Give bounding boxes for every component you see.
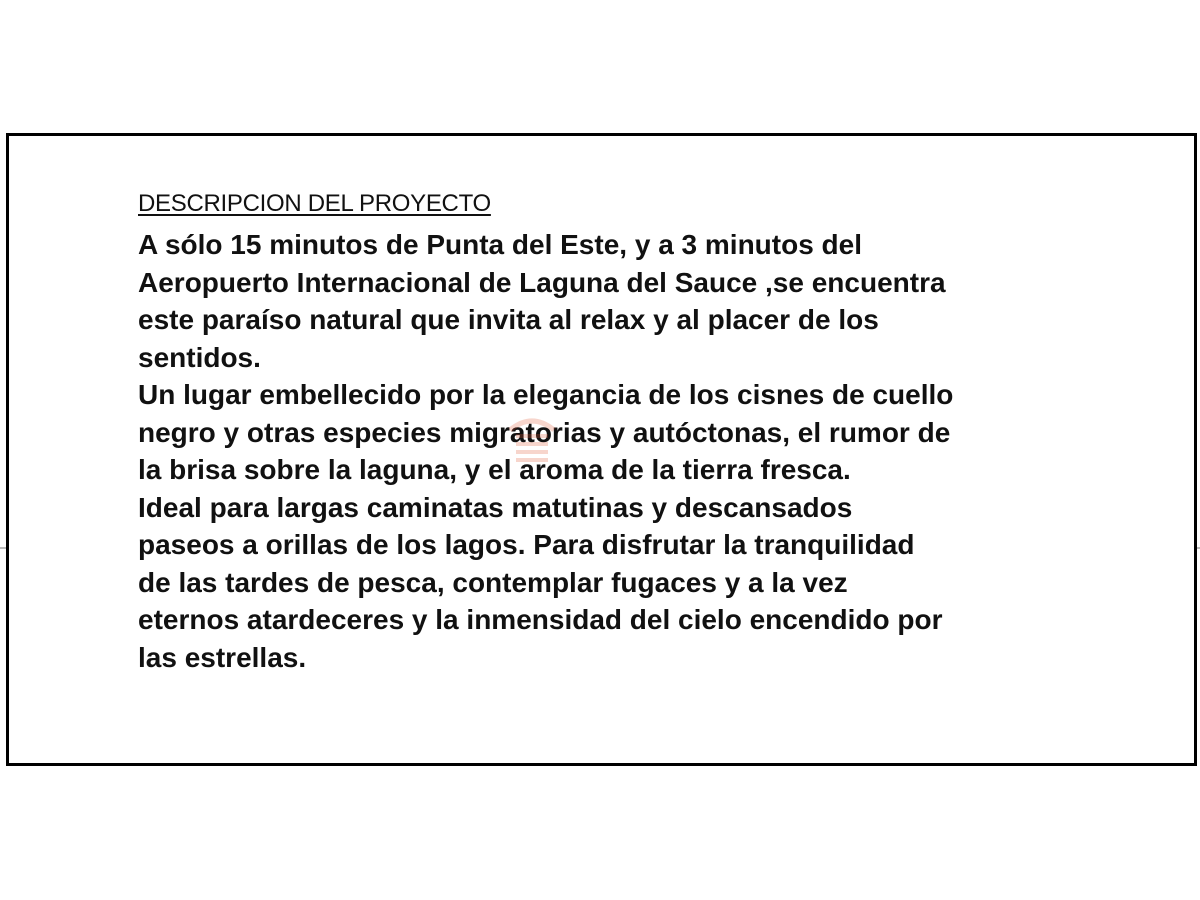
body-line: A sólo 15 minutos de Punta del Este, y a 3 minutos del — [138, 229, 863, 260]
body-line: este paraíso natural que invita al relax y al placer de los — [138, 304, 879, 335]
body-line: de las tardes de pesca, contemplar fugaces y a la vez — [138, 566, 848, 598]
body-line: sentidos. — [138, 341, 261, 373]
body-line: la brisa sobre la laguna, y el aroma de la tierra fresca. — [138, 454, 851, 485]
body-line: Aeropuerto Internacional de Laguna del Sauce ,se encuentra — [138, 266, 946, 298]
watermark-logo-icon — [502, 408, 562, 468]
body-line: eternos atardeceres y la inmensidad del cielo encendido por — [138, 604, 943, 635]
section-heading: DESCRIPCION DEL PROYECTO — [138, 190, 491, 217]
body-line: negro y otras especies migratorias y autóctonas, el rumor de — [138, 416, 951, 448]
body-line: Un lugar embellecido por la elegancia de los cisnes de cuello — [138, 379, 954, 410]
body-line: paseos a orillas de los lagos. Para disfrutar la tranquilidad — [138, 529, 915, 560]
body-line: Ideal para largas caminatas matutinas y descansados — [138, 491, 853, 523]
description-body — [138, 226, 1158, 676]
body-line: las estrellas. — [138, 641, 307, 673]
